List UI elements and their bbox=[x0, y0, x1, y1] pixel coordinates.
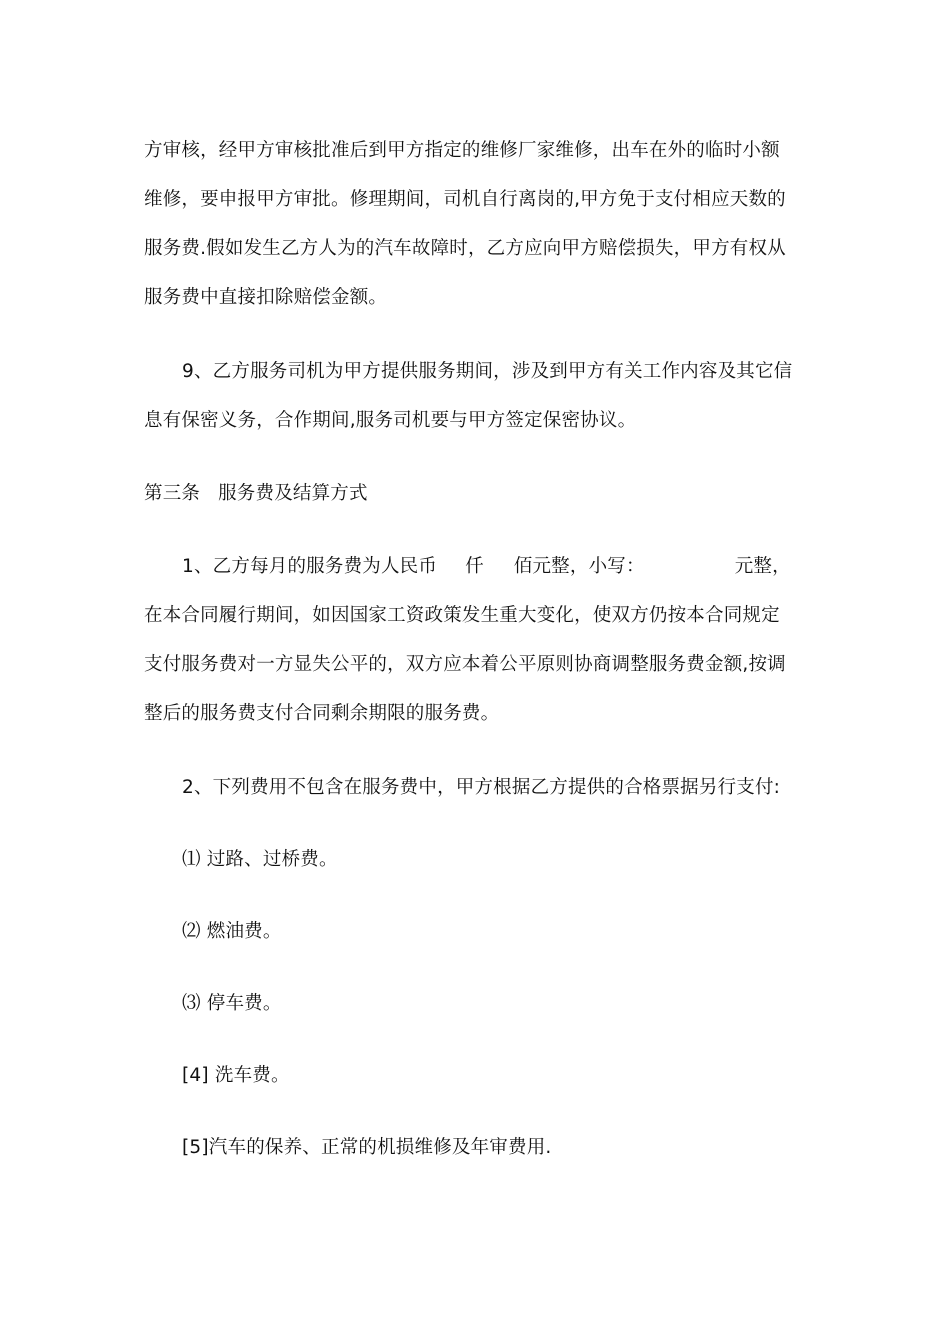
article3-heading bbox=[144, 482, 814, 506]
fee-clause2: 2、下列费用不包含在服务费中，甲方根据乙方提供的合格票据另行支付: bbox=[182, 777, 781, 798]
article3-title: 服务费及结算方式 bbox=[218, 483, 368, 504]
fee-clause1-line-3: 支付服务费对一方显失公平的，双方应本着公平原则协商调整服务费金额,按调 bbox=[144, 654, 786, 675]
clause9-line-1: 9、乙方服务司机为甲方提供服务期间，涉及到甲方有关工作内容及其它信 bbox=[182, 361, 793, 382]
excluded-item-1: ⑴ 过路、过桥费。 bbox=[182, 849, 338, 870]
excluded-item-5: [5]汽车的保养、正常的机损维修及年审费用. bbox=[182, 1137, 552, 1158]
article3-number: 第三条 bbox=[144, 483, 201, 504]
clause8-line-1: 方审核，经甲方审核批准后到甲方指定的维修厂家维修，出车在外的临时小额 bbox=[144, 140, 780, 161]
clause8-line-3: 服务费.假如发生乙方人为的汽车故障时，乙方应向甲方赔偿损失，甲方有权从 bbox=[144, 238, 786, 259]
fee-clause1-line-2: 在本合同履行期间，如因国家工资政策发生重大变化，使双方仍按本合同规定 bbox=[144, 605, 780, 626]
fee-clause1-line-4: 整后的服务费支付合同剩余期限的服务费。 bbox=[144, 703, 500, 724]
clause9-line-2: 息有保密义务，合作期间,服务司机要与甲方签定保密协议。 bbox=[144, 410, 637, 431]
fee-clause1-part2: 仟 bbox=[465, 556, 484, 577]
clause8-line-2: 维修，要申报甲方审批。修理期间，司机自行离岗的,甲方免于支付相应天数的 bbox=[144, 189, 786, 210]
fee-clause1-part4: 元整， bbox=[734, 556, 791, 577]
fee-clause1-line-1 bbox=[182, 555, 852, 579]
excluded-item-2: ⑵ 燃油费。 bbox=[182, 921, 282, 942]
excluded-item-4: [4] 洗车费。 bbox=[182, 1065, 290, 1086]
fee-clause1-part3: 佰元整，小写： bbox=[513, 556, 645, 577]
excluded-item-3: ⑶ 停车费。 bbox=[182, 993, 282, 1014]
fee-clause1-part1: 1、乙方每月的服务费为人民币 bbox=[182, 556, 438, 577]
clause8-line-4: 服务费中直接扣除赔偿金额。 bbox=[144, 287, 388, 308]
